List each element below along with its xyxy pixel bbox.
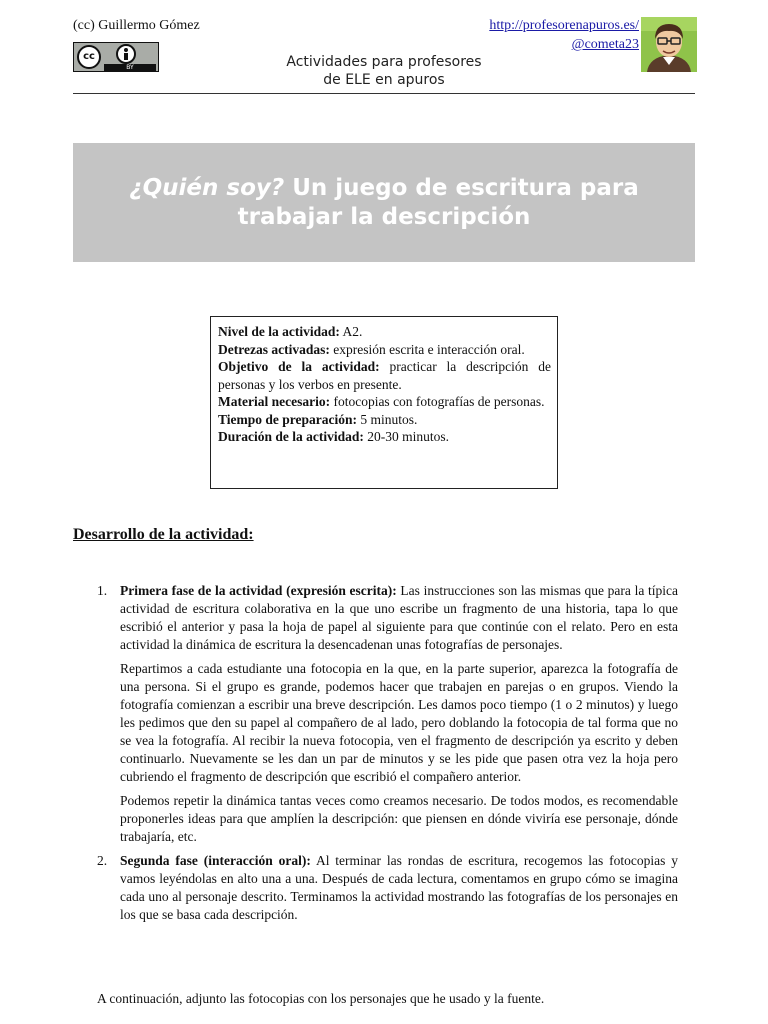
info-value: expresión escrita e interacción oral.: [329, 341, 525, 357]
step-number: 1.: [97, 583, 108, 598]
info-row: [218, 428, 551, 446]
info-value: 20-30 minutos.: [363, 429, 450, 444]
info-value: 5 minutos.: [357, 411, 418, 427]
step-paragraph: [120, 852, 678, 924]
step-text: Al terminar las rondas de escritura, recogemos las fotocopias y vamos leyéndolas en alto una a una. Después de cada lectura, comentamos en grupo cómo se imagina cada uno al personaje descrito. Terminamos la actividad mostrando las fotografías de los personajes en los que se basa cada descripción.: [120, 853, 678, 922]
info-value: A2.: [339, 324, 363, 339]
step-paragraph: [120, 582, 678, 654]
title-rest: Un juego de escritura para: [284, 175, 639, 201]
steps-list: [97, 582, 678, 930]
step-number: 2.: [97, 853, 108, 868]
step-text: Las instrucciones son las mismas que para la típica actividad de escritura colaborativa en la que uno escribe un fragmento de una historia, tapa lo que escribió el anterior y pasa la hoja de papel al siguiente para que continúe con el relato. Pero en esta actividad la dinámica de escritura la desencadenan unas fotografías de personajes.: [120, 583, 678, 652]
info-row: [218, 411, 551, 429]
site-link[interactable]: http://profesorenapuros.es/: [489, 18, 639, 33]
info-value: practicar la descripción de personas y los verbos en presente.: [218, 359, 552, 392]
cc-license-badge[interactable]: [73, 42, 159, 72]
person-icon: [116, 44, 136, 64]
title-line-2: trabajar la descripción: [237, 204, 531, 230]
list-item: [97, 582, 678, 846]
info-row: [218, 323, 551, 341]
info-value: fotocopias con fotografías de personas.: [330, 394, 545, 409]
author-credit: (cc) Guillermo Gómez: [73, 18, 200, 33]
site-title-line-1: Actividades para profesores: [286, 54, 482, 70]
info-row: [218, 393, 551, 411]
twitter-link[interactable]: @cometa23: [571, 37, 639, 52]
author-avatar: [641, 17, 697, 72]
info-label: Nivel de la actividad:: [218, 324, 340, 339]
info-row: [218, 358, 551, 393]
info-label: Detrezas activadas:: [218, 341, 330, 357]
section-heading: Desarrollo de la actividad:: [73, 526, 254, 543]
by-label: BY: [104, 64, 156, 71]
info-label: Material necesario:: [218, 394, 331, 409]
info-label: Duración de la actividad:: [218, 429, 364, 444]
activity-info-box: [210, 316, 558, 489]
info-label: Objetivo de la actividad:: [218, 359, 380, 374]
document-title: [73, 174, 695, 232]
cc-icon: cc: [77, 45, 101, 69]
step-label: Segunda fase (interacción oral):: [120, 853, 311, 868]
list-item: [97, 852, 678, 924]
closing-text: A continuación, adjunto las fotocopias con los personajes que he usado y la fuente.: [97, 991, 545, 1006]
site-title-line-2: de ELE en apuros: [323, 72, 445, 88]
step-paragraph: Repartimos a cada estudiante una fotocopia en la que, en la parte superior, aparezca la fotografía de una persona. Si el grupo es grande, podemos hacer que trabajen en parejas o en grupos. Viendo la fotografía comienzan a escribir una breve descripción. Les damos poco tiempo (1 o 2 minutos) y luego les pedimos que den su papel al compañero de al lado, pero doblando la fotocopia de tal forma que no se vea la fotografía. Al recibir la nueva fotocopia, ven el fragmento de descripción ya escrito y deben continuarlo. Nuevamente se les dan un par de minutos y se les pide que pasen otra vez la hoja pero cubriendo el fragmento de descripción que escribió el compañero anterior.: [120, 661, 678, 784]
info-row: [218, 341, 551, 359]
info-label: Tiempo de preparación:: [218, 411, 358, 427]
step-label: Primera fase de la actividad (expresión escrita):: [120, 583, 397, 598]
title-italic: ¿Quién soy?: [129, 175, 285, 201]
header-divider: [73, 93, 695, 94]
site-title: [200, 53, 568, 89]
title-banner: [73, 143, 695, 262]
step-paragraph: Podemos repetir la dinámica tantas veces como creamos necesario. De todos modos, es recomendable proponerles ideas para que amplíen la descripción: que piensen en dónde viviría ese personaje, dónde trabajaría, etc.: [120, 793, 678, 844]
